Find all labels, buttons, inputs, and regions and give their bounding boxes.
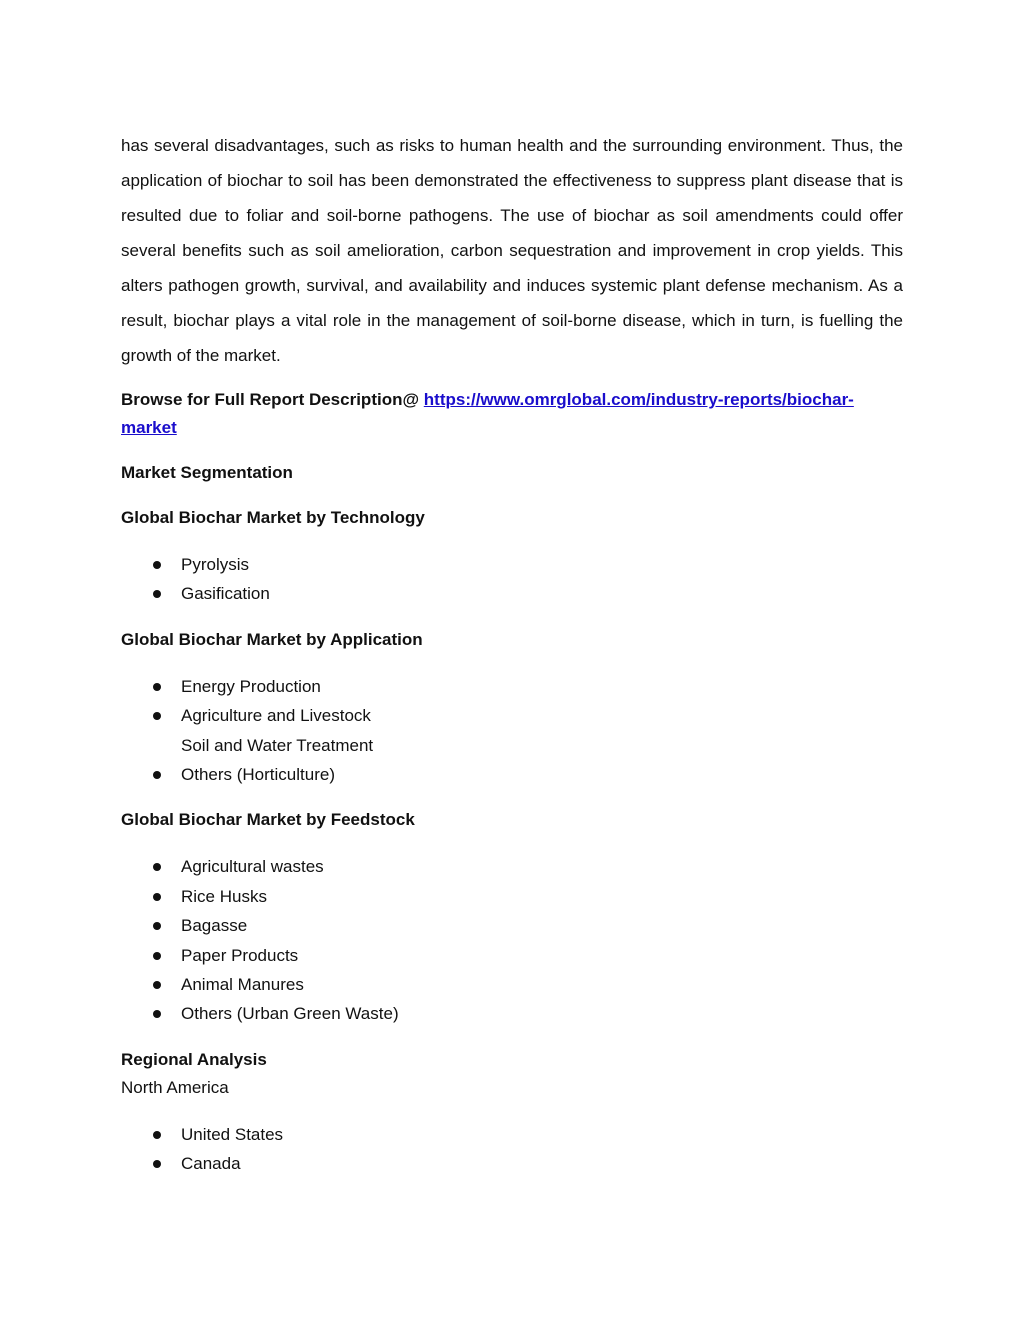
list-item-text: Canada <box>181 1154 241 1174</box>
list-item <box>121 999 903 1028</box>
segmentation-heading: Market Segmentation <box>121 463 293 482</box>
intro-paragraph: has several disadvantages, such as risks to human health and the surrounding environment. Thus, the application of biochar to soil has been demonstrated the effectiveness to suppress plant disease that is resulted due to foliar and soil-borne pathogens. The use of biochar as soil amendments could offer several benefits such as soil amelioration, carbon sequestration and improvement in crop yields. This alters pathogen growth, survival, and availability and induces systemic plant defense mechanism. As a result, biochar plays a vital role in the management of soil-borne disease, which in turn, is fuelling the growth of the market. <box>121 136 903 365</box>
list-item <box>121 701 903 730</box>
bullet-icon <box>153 981 161 989</box>
list-item-text: United States <box>181 1124 284 1144</box>
technology-list <box>121 550 903 609</box>
bullet-icon <box>153 771 161 779</box>
bullet-icon <box>153 712 161 720</box>
list-item <box>121 911 903 940</box>
bullet-icon <box>153 1160 161 1168</box>
list-item-text: Soil and Water Treatment <box>181 735 374 755</box>
bullet-icon <box>153 590 161 598</box>
list-item-text: Energy Production <box>181 676 321 696</box>
bullet-icon <box>153 683 161 691</box>
list-item <box>121 1149 903 1178</box>
bullet-icon <box>153 893 161 901</box>
list-item-text: Animal Manures <box>181 975 304 995</box>
list-item <box>121 550 903 579</box>
list-item <box>121 882 903 911</box>
document-page <box>121 128 903 1179</box>
list-item <box>121 941 903 970</box>
application-heading: Global Biochar Market by Application <box>121 629 423 649</box>
list-item-text: Pyrolysis <box>181 555 250 574</box>
region-subheading: North America <box>121 1077 229 1097</box>
list-item-text: Gasification <box>181 584 270 604</box>
regional-heading: Regional Analysis <box>121 1049 267 1069</box>
list-item-text: Bagasse <box>181 916 248 936</box>
list-item-text: Others (Urban Green Waste) <box>181 1004 399 1024</box>
bullet-icon <box>153 1131 161 1139</box>
feedstock-list <box>121 852 903 1028</box>
browse-line <box>121 386 903 442</box>
bullet-icon <box>153 952 161 960</box>
list-item-text: Rice Husks <box>181 886 267 906</box>
report-link[interactable]: https://www.omrglobal.com/industry-reports/biochar-market <box>121 390 854 437</box>
application-list <box>121 672 903 790</box>
list-item <box>121 852 903 881</box>
list-item <box>121 579 903 608</box>
bullet-icon <box>153 561 161 569</box>
bullet-icon <box>153 1010 161 1018</box>
bullet-icon <box>153 922 161 930</box>
list-item-text: Paper Products <box>181 945 299 965</box>
list-item <box>121 672 903 701</box>
feedstock-heading: Global Biochar Market by Feedstock <box>121 810 415 830</box>
browse-label: Browse for Full Report Description@ <box>121 390 424 409</box>
list-item <box>121 760 903 789</box>
regional-list <box>121 1120 903 1179</box>
technology-heading: Global Biochar Market by Technology <box>121 508 425 527</box>
list-item <box>121 731 903 760</box>
list-item <box>121 970 903 999</box>
bullet-icon <box>153 863 161 871</box>
list-item <box>121 1120 903 1149</box>
list-item-text: Agricultural wastes <box>181 857 324 877</box>
list-item-text: Others (Horticulture) <box>181 765 335 785</box>
list-item-text: Agriculture and Livestock <box>181 706 371 726</box>
